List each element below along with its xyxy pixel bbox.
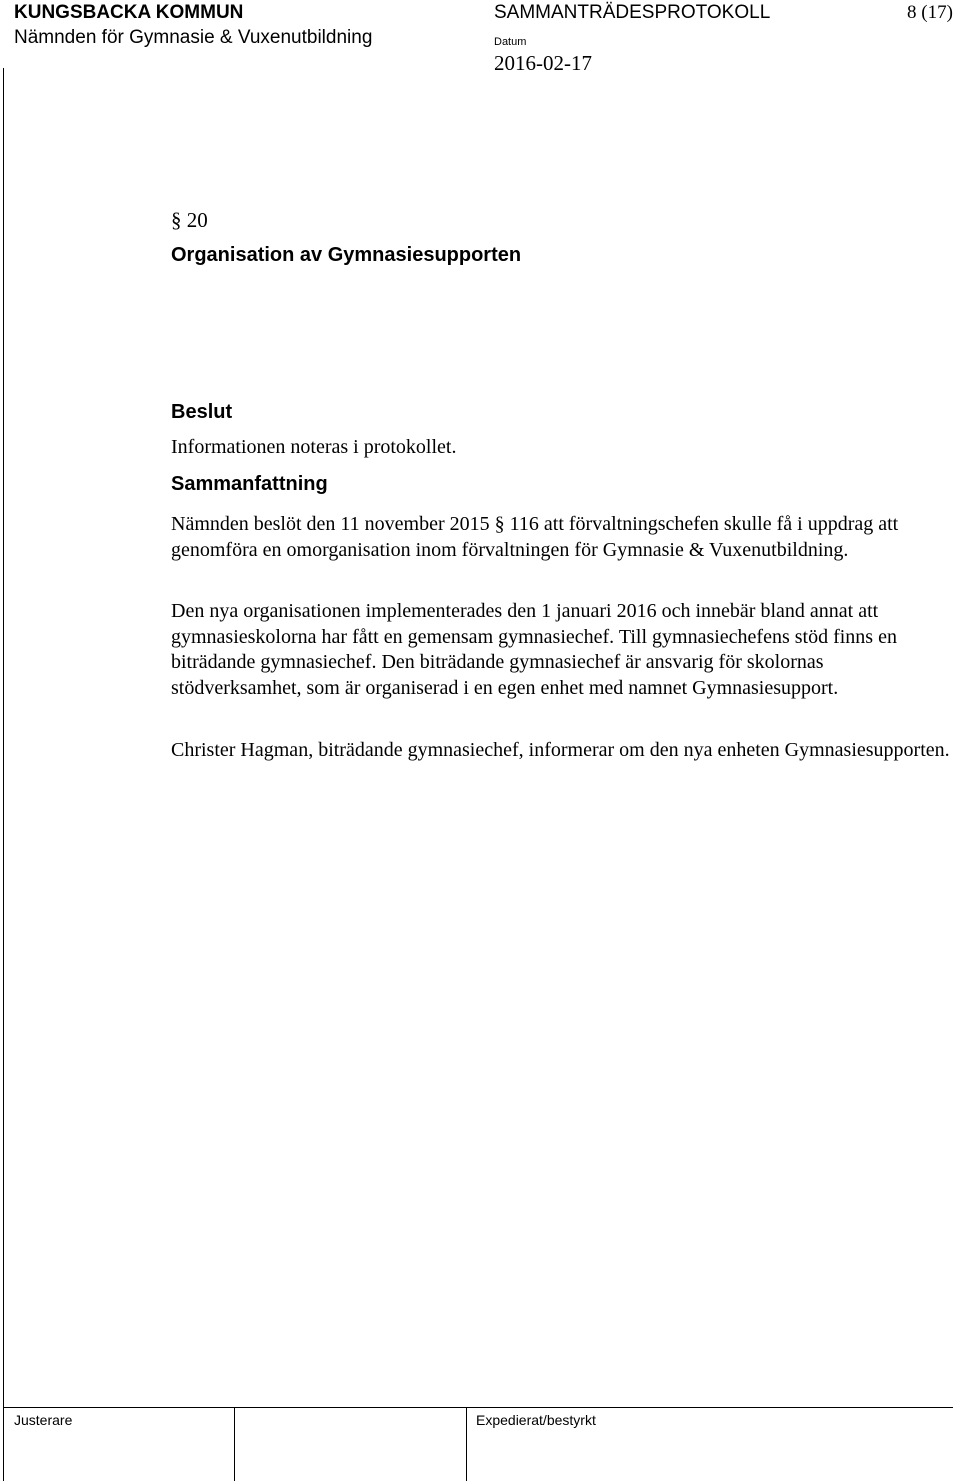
- sammanfattning-heading: Sammanfattning: [171, 473, 328, 495]
- summary-paragraph: Den nya organisationen implementerades den 1 januari 2016 och innebär bland annat att gymnasieskolorna har fått en gemensam gymnasiechef. Till gymnasiechefens stöd finns en biträdande gymnasiechef. Den biträdande gymnasiechef är ansvarig för skolornas stödverksamhet, som är organiserad i en egen enhet med namnet Gymnasiesupport.: [171, 600, 897, 699]
- paragraph-number-value: 20: [186, 208, 208, 232]
- summary-paragraph: Nämnden beslöt den 11 november 2015 § 116 att förvaltningschefen skulle få i uppdrag att genomföra en omorganisation inom förvaltningen för Gymnasie & Vuxenutbildning.: [171, 513, 899, 561]
- justerare-label: Justerare: [14, 1412, 73, 1428]
- footer-divider: [466, 1407, 467, 1481]
- left-margin-rule: [3, 68, 4, 1481]
- paragraph-symbol: §: [171, 208, 182, 232]
- document-type: SAMMANTRÄDESPROTOKOLL: [494, 2, 771, 23]
- organization-name: KUNGSBACKA KOMMUN: [14, 2, 244, 23]
- date-value: 2016-02-17: [494, 51, 592, 75]
- paragraph-number: [171, 208, 208, 233]
- summary-paragraph: Christer Hagman, biträdande gymnasiechef, informerar om den nya enheten Gymnasiesupporten.: [171, 739, 950, 761]
- expedierat-label: Expedierat/bestyrkt: [476, 1412, 596, 1428]
- beslut-text: Informationen noteras i protokollet.: [171, 436, 457, 458]
- section-title: Organisation av Gymnasiesupporten: [171, 244, 522, 266]
- footer-divider: [234, 1407, 235, 1481]
- date-label: Datum: [494, 36, 527, 48]
- page-number: 8 (17): [907, 2, 953, 23]
- beslut-heading: Beslut: [171, 401, 233, 423]
- committee-name: Nämnden för Gymnasie & Vuxenutbildning: [14, 27, 373, 48]
